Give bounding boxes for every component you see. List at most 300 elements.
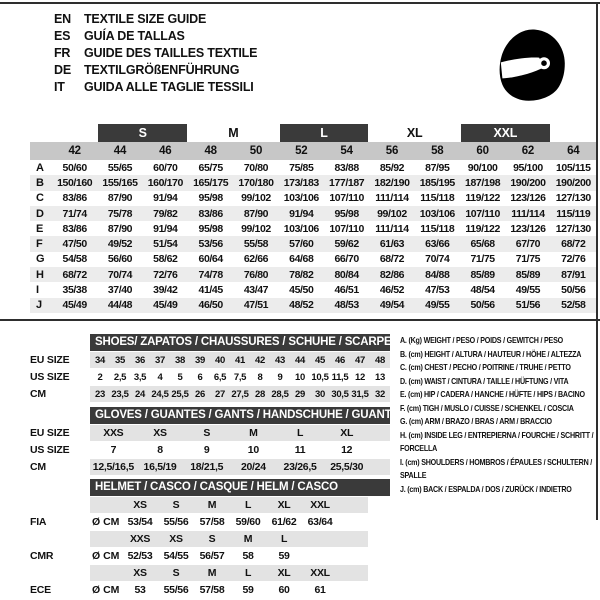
row-values [90, 582, 368, 598]
size-value: 59/62 [334, 238, 359, 251]
row-values [90, 386, 390, 402]
size-value: 87/90 [107, 192, 133, 205]
row-letter: C [36, 192, 44, 205]
size-value: L [296, 427, 304, 439]
size-value: 30,5 [331, 388, 349, 400]
row-values [90, 442, 390, 458]
row-values [90, 514, 368, 530]
size-value: 56/57 [199, 550, 225, 562]
size-value: 87/95 [425, 161, 450, 174]
size-value: 83/86 [198, 207, 223, 220]
size-value: 5 [177, 371, 183, 383]
size-value: 50/56 [561, 284, 586, 297]
size-number: 46 [159, 145, 172, 157]
size-value: 11 [294, 444, 306, 456]
size-value: 9 [203, 444, 210, 456]
size-number: 44 [113, 145, 127, 157]
size-value: 75/78 [107, 207, 133, 220]
measurement-row [30, 191, 596, 206]
sub-table-row [30, 352, 390, 368]
row-letter: H [36, 268, 44, 281]
size-value: 53 [134, 584, 146, 596]
size-value: 51/56 [515, 299, 541, 312]
row-label: US SIZE [30, 444, 70, 456]
size-group-label: S [98, 124, 187, 142]
gloves-table-header: GLOVES / GUANTES / GANTS / HANDSCHUHE / GUANTI [90, 407, 390, 424]
size-value: 63/66 [425, 238, 450, 251]
size-value: XXL [310, 567, 330, 579]
size-value: 31,5 [351, 388, 369, 400]
size-value: 48 [375, 354, 385, 366]
size-value: 91/94 [289, 207, 314, 220]
size-value: 85/89 [515, 268, 541, 281]
size-value: 185/195 [419, 176, 455, 189]
size-value: 115/118 [420, 222, 455, 235]
size-value: 115/118 [420, 192, 455, 205]
size-value: 52/53 [127, 550, 153, 562]
size-value: XXL [310, 499, 330, 511]
size-value: 45 [315, 354, 325, 366]
size-value: 70/80 [243, 161, 269, 174]
size-value: 13 [375, 371, 385, 383]
size-value: 165/175 [193, 176, 229, 189]
corner-spacer [30, 124, 52, 142]
size-value: 2 [97, 371, 103, 383]
legend-item: D. (cm) WAIST / CINTURA / TAILLE / HÜFTUNG / VITA [400, 376, 569, 386]
size-value: 7,5 [233, 371, 247, 383]
row-letter: E [36, 222, 44, 235]
row-values [90, 352, 390, 368]
row-letter: D [36, 207, 44, 220]
size-value: 99/102 [241, 222, 271, 235]
language-title [54, 11, 257, 28]
sub-table-row [30, 369, 390, 385]
size-value: 160/170 [147, 176, 183, 189]
size-number: 52 [295, 145, 308, 157]
size-value: XL [277, 499, 291, 511]
size-value: 34 [95, 354, 105, 366]
size-value: 95/98 [198, 192, 223, 205]
size-value: 123/126 [510, 222, 546, 235]
size-value: 23,5 [111, 388, 129, 400]
legend-item: A. (Kg) WEIGHT / PESO / POIDS / GEWITCH / PESO [400, 336, 563, 345]
size-value: 85/89 [470, 268, 495, 281]
size-value: 78/82 [289, 268, 314, 281]
row-values [90, 548, 368, 564]
size-value: 57/58 [199, 584, 225, 596]
shoes-table-header: SHOES/ ZAPATOS / CHAUSSURES / SCHUHE / SCARPE [90, 334, 390, 351]
row-label: US SIZE [30, 371, 70, 383]
diameter-unit: Ø CM [92, 516, 120, 528]
size-value: 87/90 [107, 222, 133, 235]
language-code: ES [54, 29, 71, 43]
size-value: 55/56 [163, 516, 189, 528]
size-number-row [30, 142, 596, 160]
size-value: XXS [103, 427, 124, 439]
language-text: TEXTILE SIZE GUIDE [84, 12, 207, 26]
size-value: 39 [195, 354, 205, 366]
size-value: 47/53 [425, 284, 450, 297]
size-value: 49/55 [425, 299, 450, 312]
size-value: 63/64 [307, 516, 333, 528]
size-value: 64/68 [289, 253, 314, 266]
size-value: 99/102 [377, 207, 407, 220]
size-value: 123/126 [510, 192, 546, 205]
row-values [90, 425, 390, 441]
helmet-table-row [30, 565, 390, 581]
size-value: 39/42 [153, 284, 178, 297]
language-text: GUIDE DES TAILLES TEXTILE [84, 46, 258, 60]
size-value: 70/74 [107, 268, 133, 281]
size-number: 64 [567, 145, 580, 157]
size-value: 24 [135, 388, 145, 400]
top-border-line [0, 2, 600, 4]
size-value: 45/50 [289, 284, 314, 297]
size-value: XXS [129, 533, 151, 545]
size-value: 57/60 [289, 238, 314, 251]
size-value: 27,5 [231, 388, 249, 400]
size-number: 42 [68, 145, 81, 157]
size-number: 50 [249, 145, 263, 157]
racing-helmet-icon [492, 21, 572, 107]
language-code: EN [54, 12, 71, 26]
size-value: 60/64 [198, 253, 223, 266]
size-value: 51/54 [153, 238, 178, 251]
size-value: 103/106 [419, 207, 455, 220]
legend-item: J. (cm) BACK / ESPALDA / DOS / ZURÜCK / INDIETRO [400, 484, 572, 494]
size-value: 173/183 [283, 176, 319, 189]
row-values [90, 565, 368, 581]
size-value: 41 [235, 354, 245, 366]
measurement-row [30, 221, 596, 236]
size-value: 72/76 [153, 268, 178, 281]
size-value: 29 [295, 388, 305, 400]
size-value: 44 [295, 354, 305, 366]
language-title-list [54, 11, 257, 96]
language-title [54, 79, 257, 96]
language-code: IT [54, 80, 65, 94]
size-number: 58 [431, 145, 444, 157]
size-value: 68/72 [62, 268, 87, 281]
size-group-label: XL [406, 126, 423, 140]
size-value: 6,5 [213, 371, 227, 383]
size-value: 41/45 [198, 284, 223, 297]
helmet-table-row [30, 582, 390, 598]
size-value: S [172, 567, 180, 579]
size-value: 61 [314, 584, 326, 596]
size-value: 10,5 [311, 371, 329, 383]
size-value: XS [169, 533, 183, 545]
size-value: 56/60 [107, 253, 133, 266]
group-spacer [552, 124, 596, 142]
size-value: 107/110 [329, 222, 364, 235]
size-value: 45/49 [153, 299, 178, 312]
size-value: 28,5 [271, 388, 289, 400]
size-number: 54 [340, 145, 353, 157]
size-value: 127/130 [555, 192, 591, 205]
size-value: 58 [242, 550, 254, 562]
size-value: 72/76 [561, 253, 586, 266]
row-values [90, 369, 390, 385]
size-value: 82/86 [379, 268, 405, 281]
size-value: 6 [197, 371, 203, 383]
size-value: 91/94 [153, 222, 178, 235]
measurement-row [30, 282, 596, 297]
size-value: 83/86 [62, 192, 87, 205]
size-value: 37 [155, 354, 165, 366]
size-value: 107/110 [329, 192, 364, 205]
size-value: 83/86 [62, 222, 87, 235]
size-value: 90/100 [467, 161, 498, 174]
size-value: 53/54 [127, 516, 153, 528]
row-label: EU SIZE [30, 427, 70, 439]
sub-table-row [30, 425, 390, 441]
size-value: XS [133, 567, 147, 579]
size-value: 52/58 [561, 299, 586, 312]
size-value: 24,5 [151, 388, 169, 400]
size-value: XS [153, 427, 167, 439]
size-value: 8 [257, 371, 263, 383]
helmet-table-header: HELMET / CASCO / CASQUE / HELM / CASCO [90, 479, 390, 496]
size-value: 65/75 [198, 161, 223, 174]
row-label: CM [30, 461, 46, 473]
size-value: 65/68 [470, 238, 495, 251]
row-letter: F [36, 238, 43, 251]
row-letter: J [36, 299, 43, 312]
size-value: 16,5/19 [143, 461, 177, 473]
size-value: 2,5 [113, 371, 127, 383]
size-value: 49/55 [515, 284, 541, 297]
size-value: 9 [277, 371, 283, 383]
size-value: 35 [115, 354, 125, 366]
size-value: 32 [375, 388, 385, 400]
size-value: 11,5 [331, 371, 349, 383]
measurement-row [30, 160, 596, 175]
row-letter: B [36, 176, 44, 189]
size-value: S [203, 427, 211, 439]
size-value: 115/119 [556, 207, 591, 220]
size-value: 7 [110, 444, 117, 456]
size-value: 76/80 [243, 268, 269, 281]
size-value: 84/88 [425, 268, 450, 281]
legend-item: H. (cm) INSIDE LEG / ENTREPIERNA / FOURCHE / SCHRITT / FORCELLA [400, 430, 594, 453]
measurement-legend [400, 334, 598, 496]
size-value: 55/56 [163, 584, 189, 596]
size-value: 42 [255, 354, 265, 366]
size-value: 44/48 [107, 299, 133, 312]
size-value: 59 [242, 584, 254, 596]
size-value: 66/70 [334, 253, 359, 266]
size-value: 61/63 [379, 238, 405, 251]
language-code: DE [54, 63, 71, 77]
row-label: CMR [30, 550, 54, 562]
row-values [90, 531, 368, 547]
size-value: 47 [355, 354, 365, 366]
sub-table-row [30, 386, 390, 402]
language-title [54, 28, 257, 45]
size-value: 177/187 [329, 176, 365, 189]
size-value: M [207, 499, 217, 511]
size-value: 46/51 [334, 284, 359, 297]
size-value: 43 [275, 354, 285, 366]
row-values [90, 497, 368, 513]
size-value: 75/85 [289, 161, 314, 174]
size-value: L [244, 499, 252, 511]
size-value: 68/72 [379, 253, 405, 266]
size-value: 58/62 [153, 253, 178, 266]
size-value: 83/88 [334, 161, 359, 174]
size-value: 87/90 [243, 207, 269, 220]
size-value: 43/47 [243, 284, 269, 297]
size-value: 54/58 [62, 253, 87, 266]
size-value: 79/82 [153, 207, 178, 220]
size-value: 99/102 [241, 192, 271, 205]
size-value: 170/180 [238, 176, 274, 189]
size-value: 12 [355, 371, 365, 383]
size-value: 95/98 [334, 207, 359, 220]
size-value: 55/58 [243, 238, 269, 251]
size-value: 71/74 [62, 207, 87, 220]
size-value: 68/72 [561, 238, 586, 251]
row-label: FIA [30, 516, 47, 528]
size-value: 10 [247, 444, 259, 456]
size-value: S [208, 533, 216, 545]
size-value: 48/54 [470, 284, 495, 297]
size-value: 127/130 [555, 222, 591, 235]
size-value: 54/55 [163, 550, 189, 562]
size-group-label: L [280, 124, 369, 142]
size-value: 70/74 [425, 253, 450, 266]
row-label: CM [30, 388, 46, 400]
size-value: 95/100 [513, 161, 543, 174]
size-value: 182/190 [374, 176, 410, 189]
size-value: 48/52 [289, 299, 314, 312]
size-value: 4 [157, 371, 163, 383]
measurement-row [30, 298, 596, 313]
sub-table-row [30, 442, 390, 458]
size-value: 111/114 [375, 222, 409, 235]
diameter-unit: Ø CM [92, 550, 120, 562]
size-value: 3,5 [133, 371, 147, 383]
size-value: 67/70 [515, 238, 541, 251]
size-value: 60 [278, 584, 290, 596]
language-text: TEXTILGRÖßENFÜHRUNG [84, 63, 240, 77]
size-value: M [249, 427, 258, 439]
size-value: 48/53 [334, 299, 359, 312]
size-value: 62/66 [243, 253, 269, 266]
size-value: 119/122 [465, 222, 500, 235]
section-divider-line [0, 319, 600, 321]
size-value: XL [340, 427, 354, 439]
size-value: 50/60 [62, 161, 87, 174]
helmet-table-row [30, 497, 390, 513]
size-value: 87/91 [561, 268, 586, 281]
size-group-row [30, 124, 596, 142]
legend-item: I. (cm) SHOULDERS / HOMBROS / ÉPAULES / SCHULTERN / SPALLE [400, 457, 593, 480]
size-group-label: XXL [461, 124, 550, 142]
size-value: XS [133, 499, 147, 511]
size-number: 56 [385, 145, 399, 157]
size-number: 62 [521, 145, 535, 157]
size-value: 155/165 [102, 176, 138, 189]
size-value: 12 [341, 444, 353, 456]
size-number: 60 [476, 145, 489, 157]
size-value: 111/114 [375, 192, 409, 205]
size-value: 18/21,5 [190, 461, 224, 473]
size-value: 37/40 [107, 284, 133, 297]
size-value: 59 [278, 550, 290, 562]
size-value: 103/106 [283, 222, 319, 235]
size-value: 71/75 [515, 253, 541, 266]
size-value: 59/60 [235, 516, 261, 528]
helmet-table-row [30, 531, 390, 547]
size-value: 47/51 [243, 299, 269, 312]
language-text: GUÍA DE TALLAS [84, 29, 185, 43]
row-letter: A [36, 161, 44, 174]
size-value: 55/65 [107, 161, 133, 174]
size-value: 107/110 [465, 207, 500, 220]
size-number: 48 [204, 145, 217, 157]
size-value: 190/200 [555, 176, 591, 189]
row-letter: G [36, 253, 45, 266]
size-value: 80/84 [334, 268, 359, 281]
legend-item: E. (cm) HIP / CADERA / HANCHE / HÜFTE / HIPS / BACINO [400, 390, 585, 399]
row-values [90, 459, 390, 475]
size-value: 105/115 [555, 161, 591, 174]
size-value: 27 [215, 388, 225, 400]
size-value: 10 [295, 371, 305, 383]
size-value: 30 [315, 388, 325, 400]
size-value: L [244, 567, 252, 579]
helmet-table-row [30, 548, 390, 564]
size-value: 23 [95, 388, 105, 400]
size-value: 46 [335, 354, 345, 366]
size-value: 111/114 [511, 207, 545, 220]
size-value: 91/94 [153, 192, 178, 205]
size-value: 74/78 [198, 268, 223, 281]
size-value: 187/198 [465, 176, 501, 189]
size-value: M [207, 567, 217, 579]
size-value: 23/26,5 [283, 461, 317, 473]
measurement-row [30, 206, 596, 221]
size-value: 49/52 [107, 238, 133, 251]
size-value: 150/160 [57, 176, 93, 189]
size-value: 40 [215, 354, 225, 366]
size-value: 45/49 [62, 299, 87, 312]
size-value: 25,5 [171, 388, 189, 400]
size-value: S [172, 499, 180, 511]
size-value: 8 [157, 444, 163, 456]
size-value: 103/106 [283, 192, 319, 205]
size-value: 47/50 [62, 238, 87, 251]
size-value: 61/62 [271, 516, 297, 528]
size-value: 60/70 [153, 161, 178, 174]
legend-item: F. (cm) TIGH / MUSLO / CUISSE / SCHENKEL / COSCIA [400, 403, 574, 413]
size-value: 85/92 [379, 161, 405, 174]
size-value: 12,5/16,5 [92, 461, 134, 473]
helmet-table-row [30, 514, 390, 530]
size-value: 95/98 [198, 222, 223, 235]
size-value: XL [277, 567, 291, 579]
diameter-unit: Ø CM [92, 584, 120, 596]
language-title [54, 62, 257, 79]
size-value: M [243, 533, 253, 545]
size-value: 35/38 [62, 284, 87, 297]
measurement-row [30, 236, 596, 251]
row-label: ECE [30, 584, 51, 596]
group-spacer [52, 124, 96, 142]
measurement-row [30, 175, 596, 190]
